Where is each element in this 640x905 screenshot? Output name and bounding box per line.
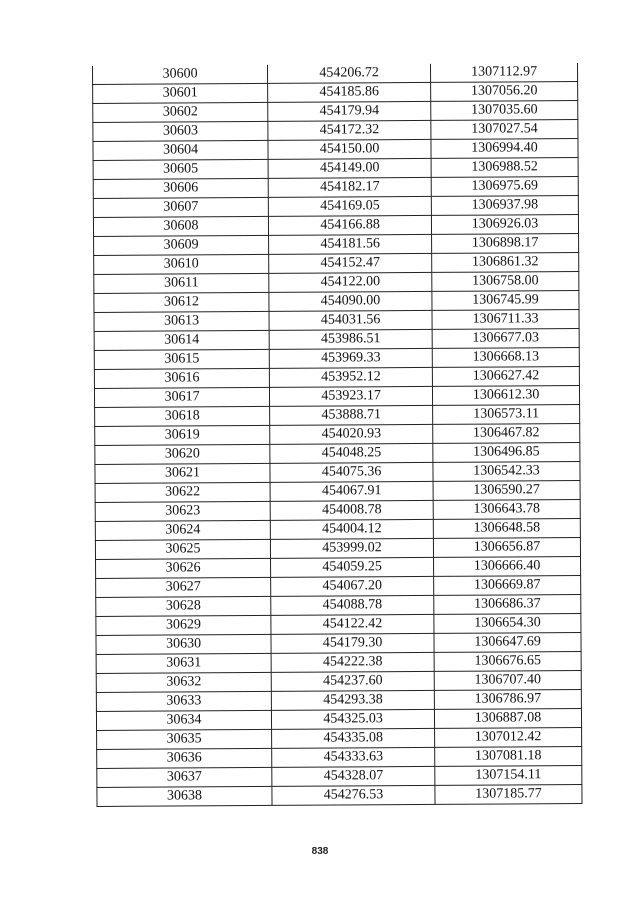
- point-id-cell: 30602: [93, 102, 268, 122]
- y-coordinate-cell: 1306926.03: [431, 215, 578, 235]
- y-coordinate-cell: 1306786.97: [434, 690, 581, 710]
- point-id-cell: 30625: [95, 539, 270, 559]
- point-id-cell: 30607: [93, 197, 268, 217]
- y-coordinate-cell: 1306975.69: [431, 177, 578, 197]
- table-row: [97, 785, 582, 807]
- table-row: [95, 538, 580, 560]
- y-coordinate-cell: 1306496.85: [433, 443, 580, 463]
- table-row: [93, 215, 578, 237]
- point-id-cell: 30610: [94, 254, 269, 274]
- x-coordinate-cell: 454152.47: [269, 253, 432, 273]
- x-coordinate-cell: 454172.32: [268, 120, 431, 140]
- point-id-cell: 30628: [96, 596, 271, 616]
- y-coordinate-cell: 1306676.65: [434, 652, 581, 672]
- table-row: [97, 728, 582, 750]
- x-coordinate-cell: 454185.86: [268, 82, 431, 102]
- table-row: [97, 766, 582, 788]
- x-coordinate-cell: 454182.17: [268, 177, 431, 197]
- point-id-cell: 30636: [97, 748, 272, 768]
- table-row: [94, 291, 579, 313]
- y-coordinate-cell: 1306467.82: [433, 424, 580, 444]
- point-id-cell: 30617: [94, 387, 269, 407]
- x-coordinate-cell: 454179.30: [271, 633, 434, 653]
- table-row: [95, 519, 580, 541]
- point-id-cell: 30609: [94, 235, 269, 255]
- table-row: [93, 120, 578, 142]
- y-coordinate-cell: 1306627.42: [432, 367, 579, 387]
- point-id-cell: 30618: [95, 406, 270, 426]
- point-id-cell: 30619: [95, 425, 270, 445]
- x-coordinate-cell: 454166.88: [269, 215, 432, 235]
- table-row: [96, 709, 581, 731]
- table-row: [94, 367, 579, 389]
- x-coordinate-cell: 454333.63: [272, 747, 435, 767]
- x-coordinate-cell: 454048.25: [270, 443, 433, 463]
- x-coordinate-cell: 454088.78: [271, 595, 434, 615]
- x-coordinate-cell: 453999.02: [270, 538, 433, 558]
- coordinate-table-body: [92, 63, 582, 806]
- y-coordinate-cell: 1307035.60: [431, 101, 578, 121]
- y-coordinate-cell: 1306994.40: [431, 139, 578, 159]
- table-row: [94, 253, 579, 275]
- table-row: [93, 139, 578, 161]
- point-id-cell: 30615: [94, 349, 269, 369]
- y-coordinate-cell: 1306711.33: [432, 310, 579, 330]
- point-id-cell: 30621: [95, 463, 270, 483]
- table-row: [94, 348, 579, 370]
- point-id-cell: 30600: [92, 65, 267, 85]
- x-coordinate-cell: 454179.94: [268, 101, 431, 121]
- x-coordinate-cell: 454059.25: [271, 557, 434, 577]
- x-coordinate-cell: 454206.72: [268, 64, 431, 83]
- table-row: [95, 405, 580, 427]
- y-coordinate-cell: 1306669.87: [434, 576, 581, 596]
- point-id-cell: 30635: [97, 729, 272, 749]
- point-id-cell: 30606: [93, 178, 268, 198]
- x-coordinate-cell: 454020.93: [270, 424, 433, 444]
- x-coordinate-cell: 454031.56: [269, 310, 432, 330]
- table-row: [97, 747, 582, 769]
- y-coordinate-cell: 1306590.27: [433, 481, 580, 501]
- point-id-cell: 30627: [96, 577, 271, 597]
- point-id-cell: 30638: [97, 786, 272, 806]
- y-coordinate-cell: 1306612.30: [433, 386, 580, 406]
- point-id-cell: 30605: [93, 159, 268, 179]
- table-row: [93, 177, 578, 199]
- y-coordinate-cell: 1307056.20: [431, 82, 578, 102]
- y-coordinate-cell: 1306745.99: [432, 291, 579, 311]
- y-coordinate-cell: 1306861.32: [432, 253, 579, 273]
- table-row: [96, 671, 581, 693]
- y-coordinate-cell: 1306988.52: [431, 158, 578, 178]
- y-coordinate-cell: 1306677.03: [432, 329, 579, 349]
- x-coordinate-cell: 454150.00: [268, 139, 431, 159]
- x-coordinate-cell: 454075.36: [270, 462, 433, 482]
- y-coordinate-cell: 1306686.37: [434, 595, 581, 615]
- x-coordinate-cell: 453986.51: [269, 329, 432, 349]
- point-id-cell: 30616: [94, 368, 269, 388]
- table-row: [95, 462, 580, 484]
- table-row: [95, 500, 580, 522]
- x-coordinate-cell: 454169.05: [268, 196, 431, 216]
- table-row: [96, 633, 581, 655]
- table-row: [96, 595, 581, 617]
- x-coordinate-cell: 453888.71: [270, 405, 433, 425]
- point-id-cell: 30629: [96, 615, 271, 635]
- y-coordinate-cell: 1307027.54: [431, 120, 578, 140]
- point-id-cell: 30631: [96, 653, 271, 673]
- x-coordinate-cell: 454090.00: [269, 291, 432, 311]
- x-coordinate-cell: 454325.03: [272, 709, 435, 729]
- point-id-cell: 30604: [93, 140, 268, 160]
- table-row: [94, 310, 579, 332]
- point-id-cell: 30630: [96, 634, 271, 654]
- point-id-cell: 30623: [95, 501, 270, 521]
- table-row: [96, 690, 581, 712]
- point-id-cell: 30624: [95, 520, 270, 540]
- table-row: [94, 272, 579, 294]
- y-coordinate-cell: 1306898.17: [432, 234, 579, 254]
- x-coordinate-cell: 454237.60: [271, 671, 434, 691]
- table-row: [93, 101, 578, 123]
- point-id-cell: 30632: [96, 672, 271, 692]
- point-id-cell: 30633: [96, 691, 271, 711]
- y-coordinate-cell: 1306648.58: [433, 519, 580, 539]
- table-row: [95, 424, 580, 446]
- point-id-cell: 30601: [93, 83, 268, 103]
- y-coordinate-cell: 1306654.30: [434, 614, 581, 634]
- y-coordinate-cell: 1306758.00: [432, 272, 579, 292]
- table-row: [96, 557, 581, 579]
- y-coordinate-cell: 1306656.87: [433, 538, 580, 558]
- table-row: [95, 443, 580, 465]
- table-row: [94, 329, 579, 351]
- x-coordinate-cell: 454276.53: [272, 785, 435, 805]
- table-row: [93, 196, 578, 218]
- x-coordinate-cell: 454181.56: [269, 234, 432, 254]
- y-coordinate-cell: 1306887.08: [435, 709, 582, 729]
- point-id-cell: 30603: [93, 121, 268, 141]
- point-id-cell: 30637: [97, 767, 272, 787]
- table-row: [94, 234, 579, 256]
- point-id-cell: 30611: [94, 273, 269, 293]
- y-coordinate-cell: 1307081.18: [435, 747, 582, 767]
- point-id-cell: 30614: [94, 330, 269, 350]
- y-coordinate-cell: 1306647.69: [434, 633, 581, 653]
- page-number: 838: [311, 846, 329, 857]
- point-id-cell: 30622: [95, 482, 270, 502]
- point-id-cell: 30608: [93, 216, 268, 236]
- table-row: [96, 614, 581, 636]
- coordinate-table: [92, 63, 583, 807]
- x-coordinate-cell: 454008.78: [270, 500, 433, 520]
- y-coordinate-cell: 1306643.78: [433, 500, 580, 520]
- x-coordinate-cell: 454293.38: [271, 690, 434, 710]
- point-id-cell: 30620: [95, 444, 270, 464]
- y-coordinate-cell: 1306707.40: [434, 671, 581, 691]
- y-coordinate-cell: 1307185.77: [435, 785, 582, 805]
- table-row: [93, 158, 578, 180]
- x-coordinate-cell: 453969.33: [269, 348, 432, 368]
- y-coordinate-cell: 1306573.11: [433, 405, 580, 425]
- x-coordinate-cell: 454122.42: [271, 614, 434, 634]
- point-id-cell: 30612: [94, 292, 269, 312]
- table-row: [96, 576, 581, 598]
- point-id-cell: 30613: [94, 311, 269, 331]
- y-coordinate-cell: 1306937.98: [431, 196, 578, 216]
- point-id-cell: 30634: [96, 710, 271, 730]
- y-coordinate-cell: 1307112.97: [431, 63, 578, 82]
- x-coordinate-cell: 454122.00: [269, 272, 432, 292]
- x-coordinate-cell: 454335.08: [272, 728, 435, 748]
- table-row: [96, 652, 581, 674]
- table-row: [93, 82, 578, 104]
- y-coordinate-cell: 1306666.40: [434, 557, 581, 577]
- x-coordinate-cell: 454328.07: [272, 766, 435, 786]
- y-coordinate-cell: 1306668.13: [432, 348, 579, 368]
- table-row: [95, 481, 580, 503]
- x-coordinate-cell: 454222.38: [271, 652, 434, 672]
- x-coordinate-cell: 454067.91: [270, 481, 433, 501]
- x-coordinate-cell: 453923.17: [270, 386, 433, 406]
- y-coordinate-cell: 1307012.42: [435, 728, 582, 748]
- x-coordinate-cell: 454067.20: [271, 576, 434, 596]
- x-coordinate-cell: 454149.00: [268, 158, 431, 178]
- y-coordinate-cell: 1306542.33: [433, 462, 580, 482]
- table-row: [92, 63, 577, 84]
- point-id-cell: 30626: [96, 558, 271, 578]
- x-coordinate-cell: 454004.12: [270, 519, 433, 539]
- y-coordinate-cell: 1307154.11: [435, 766, 582, 786]
- table-row: [94, 386, 579, 408]
- x-coordinate-cell: 453952.12: [269, 367, 432, 387]
